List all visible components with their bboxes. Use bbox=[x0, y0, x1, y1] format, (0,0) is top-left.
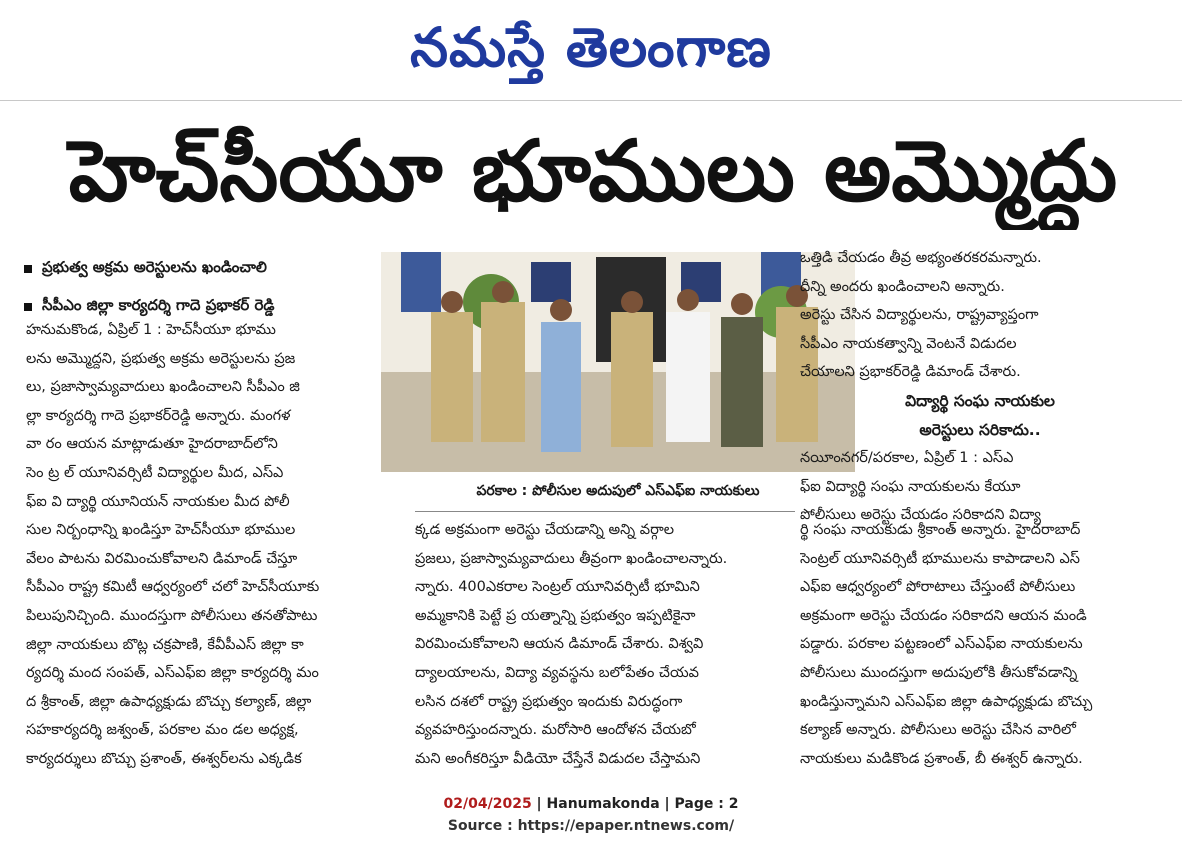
text-line: కల్యాణ్ అన్నారు. పోలీసులు అరెస్టు చేసిన వారిలో bbox=[800, 722, 1076, 739]
text-line: ద్యాలయాలను, విద్యా వ్యవస్థను బలోపేతం చేయవ bbox=[415, 664, 699, 681]
photo-caption: పరకాల : పోలీసుల అదుపులో ఎస్‌ఎఫ్‌ఐ నాయకులు bbox=[476, 483, 760, 499]
page-footer bbox=[0, 793, 1182, 837]
text-line: విరమించుకోవాలని ఆయన డిమాండ్ చేశారు. విశ్వవి bbox=[415, 636, 704, 653]
article-column-3-continued bbox=[800, 516, 1160, 773]
text-line: సీపీఎం నాయకత్వాన్ని వెంటనే విడుదల bbox=[800, 335, 1017, 352]
newspaper-logo: నమస్తే తెలంగాణ bbox=[410, 16, 772, 79]
text-line: వేలం పాటను విరమించుకోవాలని డిమాండ్ చేస్తూ bbox=[26, 550, 298, 567]
text-line: ద శ్రీకాంత్, జిల్లా ఉపాధ్యక్షుడు బొచ్చు కల్యాణ్, జిల్లా bbox=[26, 693, 312, 710]
text-line: ఒత్తిడి చేయడం తీవ్ర అభ్యంతరకరమన్నారు. bbox=[800, 250, 1042, 266]
text-line: దీన్ని అందరు ఖండించాలని అన్నారు. bbox=[800, 278, 1005, 295]
sub-headline: విద్యార్థి సంఘ నాయకుల bbox=[905, 391, 1055, 410]
source-link[interactable]: Source : https://epaper.ntnews.com/ bbox=[447, 818, 735, 834]
text-line: ఫ్‌ఐ విద్యార్థి సంఘ నాయకులను కేయూ bbox=[800, 478, 1021, 495]
article-column-1 bbox=[26, 316, 381, 774]
text-line: లు, ప్రజాస్వామ్యవాదులు ఖండించాలని సీపీఎం జి bbox=[26, 379, 300, 396]
text-line: నయీంనగర్/పరకాల, ఏప్రిల్ 1 : ఎస్‌ఎ bbox=[800, 450, 1014, 467]
masthead bbox=[0, 0, 1182, 100]
text-line: సెం ట్ర ల్ యూనివర్సిటీ విద్యార్థుల మీద, ఎస్‌ఎ bbox=[26, 464, 284, 481]
bullet-square-icon bbox=[24, 265, 32, 273]
headline: హెచ్‌సీయూ భూములు అమ్మొద్దు bbox=[68, 122, 1118, 220]
caption-divider bbox=[415, 511, 795, 512]
text-line: ఎఫ్‌ఐ ఆధ్వర్యంలో పోరాటాలు చేస్తుంటే పోలీసులు bbox=[800, 579, 1076, 596]
text-line: చేయాలని ప్రభాకర్‌రెడ్డి డిమాండ్ చేశారు. bbox=[800, 364, 1021, 381]
text-line: సుల నిర్బంధాన్ని ఖండిస్తూ హెచ్‌సీయూ భూముల bbox=[26, 522, 296, 539]
summary-bullets bbox=[24, 250, 374, 326]
article-column-3 bbox=[800, 244, 1160, 530]
text-line: మని అంగీకరిస్తూ వీడియో చేస్తేనే విడుదల చేస్తామని bbox=[415, 750, 701, 767]
text-line: ఫ్‌ఐ వి ద్యార్థి యూనియన్ నాయకుల మీద పోలీ bbox=[26, 493, 290, 510]
text-line: ల్లా కార్యదర్శి గాదె ప్రభాకర్‌రెడ్డి అన్నారు. మంగళ bbox=[26, 407, 291, 424]
bullet-item: సీపీఎం జిల్లా కార్యదర్శి గాదె ప్రభాకర్ రెడ్డి bbox=[24, 288, 374, 326]
edition-page: | Hanumakonda | Page : 2 bbox=[531, 796, 739, 812]
text-line: వ్యవహరిస్తుందన్నారు. మరోసారి ఆందోళన చేయబో bbox=[415, 722, 696, 739]
edition-info bbox=[0, 793, 1182, 815]
text-line: ప్రజలు, ప్రజాస్వామ్యవాదులు తీవ్రంగా ఖండించాలన్నారు. bbox=[415, 550, 728, 567]
text-line: పోలీసులు అరెస్టు చేయడం సరికాదని విద్యా bbox=[800, 507, 1042, 524]
text-line: అక్రమంగా అరెస్టు చేయడం సరికాదని ఆయన మండి bbox=[800, 607, 1087, 624]
text-line: అమ్మకానికి పెట్టే ప్ర యత్నాన్ని ప్రభుత్వం ఇప్పటికైనా bbox=[415, 607, 696, 624]
text-line: వా రం ఆయన మాట్లాడుతూ హైదరాబాద్‌లోని bbox=[26, 436, 278, 453]
sub-headline: అరెస్టులు సరికాదు.. bbox=[919, 420, 1041, 439]
news-photo bbox=[381, 252, 855, 472]
masthead-divider bbox=[0, 100, 1182, 101]
text-line: నాయకులు మడికొండ ప్రశాంత్, బీ ఈశ్వర్ ఉన్నారు. bbox=[800, 750, 1083, 767]
text-line: లను అమ్మొద్దని, ప్రభుత్వ అక్రమ అరెస్టులను ప్రజ bbox=[26, 350, 296, 367]
text-line: ర్థి సంఘ నాయకుడు శ్రీకాంత్ అన్నారు. హైదరాబాద్ bbox=[800, 522, 1081, 538]
article-column-2 bbox=[415, 516, 777, 773]
text-line: సహకార్యదర్శి జశ్వంత్, పరకాల మం డల అధ్యక్ష, bbox=[26, 722, 299, 739]
police-group-photo bbox=[381, 252, 855, 472]
text-line: న్నారు. 400ఎకరాల సెంట్రల్ యూనివర్సిటీ భూమిని bbox=[415, 579, 700, 596]
bullet-square-icon bbox=[24, 303, 32, 311]
text-line: కార్యదర్శులు బొచ్చు ప్రశాంత్, ఈశ్వర్‌లను ఎక్కడిక bbox=[26, 750, 302, 767]
publication-date: 02/04/2025 bbox=[443, 796, 532, 812]
text-line: సీపీఎం రాష్ట్ర కమిటీ ఆధ్వర్యంలో చలో హెచ్‌సీయూకు bbox=[26, 579, 320, 596]
text-line: క్కడ అక్రమంగా అరెస్టు చేయడాన్ని అన్ని వర్గాల bbox=[415, 522, 674, 538]
bullet-item: ప్రభుత్వ అక్రమ అరెస్టులను ఖండించాలి bbox=[24, 250, 374, 288]
text-line: హనుమకొండ, ఏప్రిల్ 1 : హెచ్‌సీయూ భూము bbox=[26, 322, 276, 338]
text-line: ర్యదర్శి మంద సంపత్, ఎస్‌ఎఫ్‌ఐ జిల్లా కార్యదర్శి మం bbox=[26, 665, 319, 682]
text-line: లసిన దశలో రాష్ట్ర ప్రభుత్వం ఇందుకు విరుద్ధంగా bbox=[415, 693, 683, 710]
text-line: పడ్డారు. పరకాల పట్టణంలో ఎస్‌ఎఫ్‌ఐ నాయకులను bbox=[800, 636, 1083, 653]
text-line: పోలీసులు ముందస్తుగా అదుపులోకి తీసుకోవడాన్ని bbox=[800, 664, 1078, 681]
text-line: అరెస్టు చేసిన విద్యార్థులను, రాష్ట్రవ్యాప్తంగా bbox=[800, 307, 1039, 324]
text-line: సెంట్రల్ యూనివర్సిటీ భూములను కాపాడాలని ఎస్ bbox=[800, 550, 1080, 567]
text-line: ఖండిస్తున్నామని ఎస్‌ఎఫ్‌ఐ జిల్లా ఉపాధ్యక్షుడు బొచ్చు bbox=[800, 693, 1093, 710]
text-line: జిల్లా నాయకులు బొట్ల చక్రపాణి, కేవీపీఎస్ జిల్లా కా bbox=[26, 636, 304, 653]
text-line: పిలుపునిచ్చింది. ముందస్తుగా పోలీసులు తనతోపాటు bbox=[26, 607, 318, 624]
